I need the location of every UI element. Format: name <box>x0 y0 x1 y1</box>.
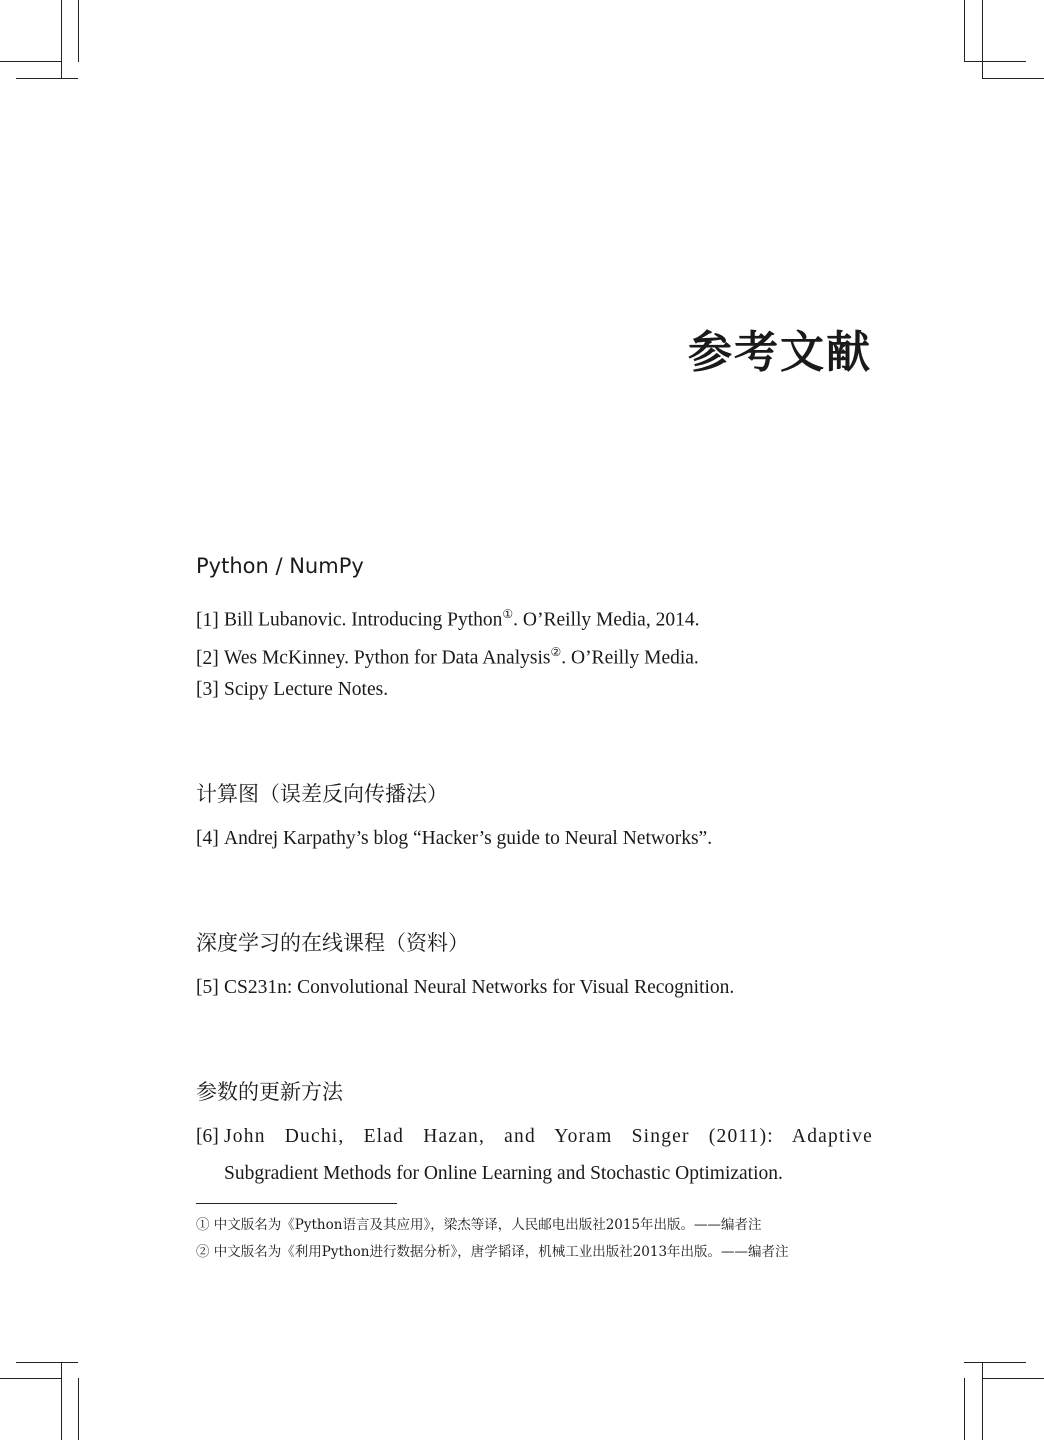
crop-mark <box>964 0 965 62</box>
crop-mark <box>982 1362 983 1440</box>
crop-mark <box>61 0 62 78</box>
crop-mark <box>982 78 1044 79</box>
crop-mark <box>982 1378 1044 1379</box>
crop-mark <box>982 0 983 78</box>
crop-mark <box>964 61 1026 62</box>
page-title: 参考文献 <box>688 327 872 378</box>
reference-item: [5] CS231n: Convolutional Neural Networks for Visual Recognition. <box>196 977 735 998</box>
reference-item: [2] Wes McKinney. Python for Data Analysis②. O’Reilly Media. <box>196 645 699 669</box>
section-heading: 参数的更新方法 <box>196 1080 343 1104</box>
crop-mark <box>16 1362 78 1363</box>
section-heading: 深度学习的在线课程（资料） <box>196 931 469 955</box>
crop-mark <box>16 78 78 79</box>
reference-item: [4] Andrej Karpathy’s blog “Hacker’s guide to Neural Networks”. <box>196 828 713 849</box>
crop-mark <box>61 1362 62 1440</box>
crop-mark <box>78 1378 79 1440</box>
footnote: ① 中文版名为《Python语言及其应用》，梁杰等译，人民邮电出版社2015年出版。——编者注 <box>196 1217 762 1233</box>
crop-mark <box>964 1362 1026 1363</box>
reference-item: [3] Scipy Lecture Notes. <box>196 679 389 700</box>
footnote: ② 中文版名为《利用Python进行数据分析》，唐学韬译，机械工业出版社2013年出版。——编者注 <box>196 1244 789 1260</box>
reference-item: [6] John Duchi, Elad Hazan, and Yoram Singer (2011): Adaptive Subgradient Methods for Online Learning and Stochastic Optimization. <box>196 1126 873 1184</box>
footnote-divider <box>196 1203 397 1204</box>
crop-mark <box>0 61 62 62</box>
crop-mark <box>964 1378 965 1440</box>
crop-mark <box>78 0 79 62</box>
crop-mark <box>0 1378 62 1379</box>
section-heading: Python / NumPy <box>196 554 364 578</box>
section-heading: 计算图（误差反向传播法） <box>196 782 448 806</box>
reference-item: [1] Bill Lubanovic. Introducing Python①. O’Reilly Media, 2014. <box>196 607 700 631</box>
